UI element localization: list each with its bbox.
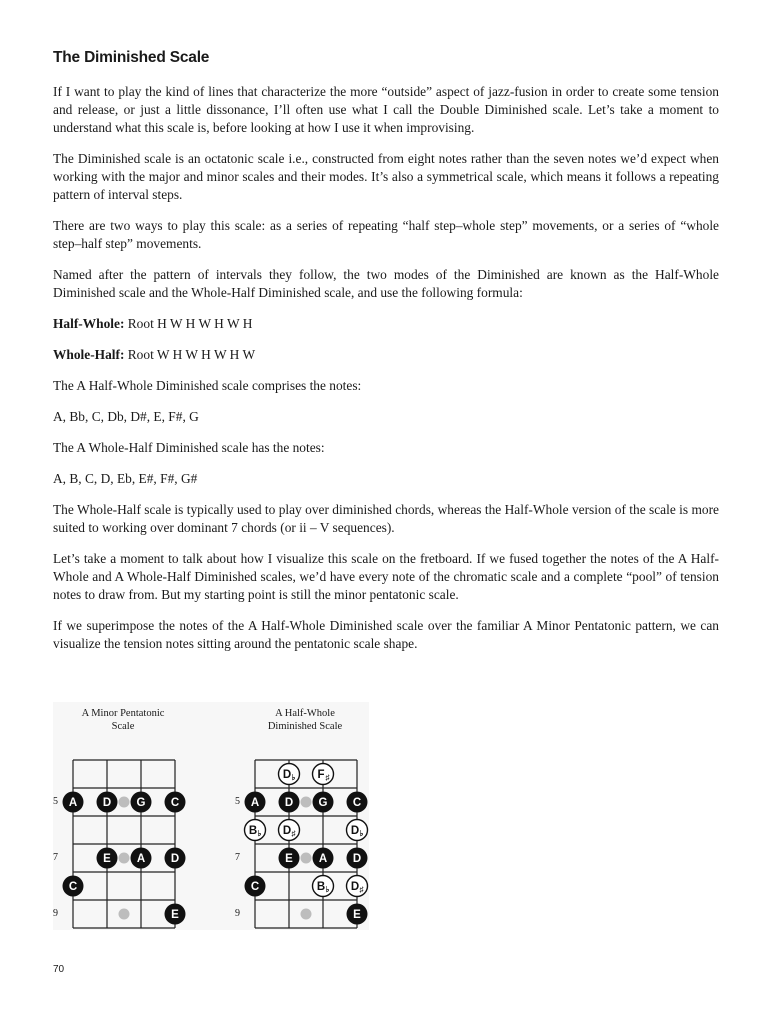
paragraph-modes: Named after the pattern of intervals they follow, the two modes of the Diminished are known as the Half-Whole Diminished scale and the Whole-Half Diminished scale, and use the following formula: [53,267,719,300]
formula-half-whole-label: Half-Whole: [53,316,125,331]
fret-label-9: 9 [53,908,58,919]
fretboard-note [279,792,300,813]
fret-position-marker [119,853,130,864]
fretboard-half-whole [242,758,372,930]
fretboard-note [279,820,300,841]
fretboard-note [131,792,152,813]
svg-text:♯: ♯ [359,885,364,894]
fretboard-note [279,764,300,785]
svg-text:♭: ♭ [325,885,330,894]
fretboard-note [347,876,368,897]
formula-half-whole-steps: Root H W H W H W H [124,316,253,331]
svg-text:F: F [317,769,325,782]
svg-text:D: D [284,797,294,810]
notes-whole-half: A, B, C, D, Eb, E#, F#, G# [53,471,198,486]
svg-text:D: D [102,797,112,810]
svg-text:G: G [318,797,328,810]
paragraph-definition: The Diminished scale is an octatonic scale i.e., constructed from eight notes rather than the seven notes we’d expect when working with the major and minor scales and their modes. It’s also a symmetrical scale, which means it follows a repeating pattern of interval steps. [53,151,719,202]
fretboard-pentatonic [60,758,190,930]
svg-text:B: B [316,881,326,894]
fretboard-note [63,876,84,897]
fretboard-note [97,848,118,869]
fretboard-note [313,848,334,869]
fretboard-note [313,764,334,785]
svg-text:E: E [285,853,293,866]
svg-text:♯: ♯ [291,829,296,838]
svg-text:D: D [350,881,360,894]
page-title: The Diminished Scale [53,49,210,66]
svg-text:D: D [282,769,292,782]
svg-text:♭: ♭ [257,829,262,838]
fret-position-marker [301,797,312,808]
fret-label-7: 7 [53,852,58,863]
fretboard-note [165,848,186,869]
svg-text:D: D [170,853,180,866]
fret-label-9: 9 [235,908,240,919]
formula-half-whole [53,315,719,333]
fretboard-note [245,820,266,841]
fretboard-note [313,792,334,813]
svg-text:A: A [318,853,328,866]
fretboard-note [131,848,152,869]
paragraph-intro: If I want to play the kind of lines that characterize the more “outside” aspect of jazz-fusion in order to create some tension and release, or just a little dissonance, I’ll often use what I call the Double Diminished scale. Let’s take a moment to understand what this scale is, before looking at how I use it when improvising. [53,84,719,135]
fretboard-note [347,904,368,925]
fretboard-note [97,792,118,813]
body-text [53,83,719,666]
fret-position-marker [301,909,312,920]
page-number: 70 [53,964,65,975]
formula-whole-half-steps: Root W H W H W H W [124,347,256,362]
fretboard-note [279,848,300,869]
svg-text:E: E [353,909,361,922]
svg-text:C: C [352,797,362,810]
paragraph-usage: The Whole-Half scale is typically used to play over diminished chords, whereas the Half-Whole version of the scale is more suited to working over dominant 7 chords (or ii – V sequences). [53,502,719,535]
fretboard-note [245,876,266,897]
svg-text:C: C [170,797,180,810]
fret-label-7: 7 [235,852,240,863]
fretboard-note [63,792,84,813]
fretboard-note [313,876,334,897]
svg-text:D: D [352,853,362,866]
fret-label-5: 5 [53,796,58,807]
svg-text:C: C [250,881,260,894]
paragraph-two-ways: There are two ways to play this scale: as a series of repeating “half step–whole step” movements, or a series of “whole step–half step” movements. [53,218,719,251]
diagram-title-pentatonic: A Minor Pentatonic Scale [81,708,165,732]
svg-text:♭: ♭ [359,829,364,838]
paragraph-superimpose: If we superimpose the notes of the A Half-Whole Diminished scale over the familiar A Minor Pentatonic pattern, we can visualize the tension notes sitting around the pentatonic scale shape. [53,618,719,651]
fretboard-note [165,792,186,813]
fret-label-5: 5 [235,796,240,807]
svg-text:D: D [282,825,292,838]
notes-half-whole: A, Bb, C, Db, D#, E, F#, G [53,409,199,424]
paragraph-wh-notes-intro: The A Whole-Half Diminished scale has the notes: [53,440,325,455]
formula-whole-half-label: Whole-Half: [53,347,125,362]
paragraph-visualize: Let’s take a moment to talk about how I visualize this scale on the fretboard. If we fused together the notes of the A Half-Whole and A Whole-Half Diminished scales, we’d have every note of the chromatic scale and a complete “pool” of tension notes to draw from. But my starting point is still the minor pentatonic scale. [53,551,719,602]
fretboard-note [245,792,266,813]
diagram-title-half-whole: A Half-Whole Diminished Scale [267,708,343,732]
paragraph-hw-notes-intro: The A Half-Whole Diminished scale comprises the notes: [53,378,362,393]
svg-text:A: A [68,797,78,810]
fret-position-marker [301,853,312,864]
fret-position-marker [119,797,130,808]
svg-text:♯: ♯ [325,773,330,782]
svg-text:G: G [136,797,146,810]
fretboard-note [347,820,368,841]
svg-text:A: A [250,797,260,810]
svg-text:C: C [68,881,78,894]
svg-text:E: E [171,909,179,922]
svg-text:♭: ♭ [291,773,296,782]
fretboard-note [347,792,368,813]
svg-text:D: D [350,825,360,838]
formula-whole-half [53,346,719,364]
svg-text:E: E [103,853,111,866]
svg-text:A: A [136,853,146,866]
fret-position-marker [119,909,130,920]
fretboard-note [165,904,186,925]
svg-text:B: B [248,825,258,838]
fretboard-note [347,848,368,869]
